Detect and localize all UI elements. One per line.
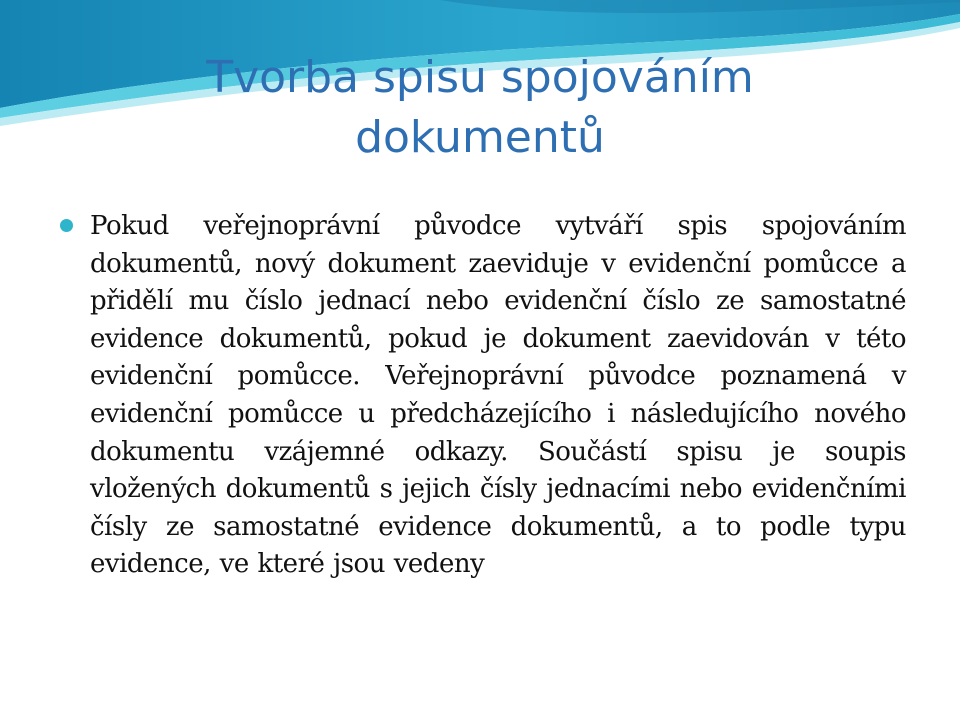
bullet-icon — [60, 219, 73, 232]
bullet-item — [60, 208, 906, 584]
bullet-text: Pokud veřejnoprávní původce vytváří spis spojováním dokumentů, nový dokument zaeviduje v evidenční pomůcce a přidělí mu číslo jednací nebo evidenční číslo ze samostatné evidence dokumentů, pokud je dokument zaevidován v této evidenční pomůcce. Veřejnoprávní původce poznamená v evidenční pomůcce u předcházejícího i následujícího nového dokumentu vzájemné odkazy. Součástí spisu je soupis vložených dokumentů s jejich čísly jednacími nebo evidenčními čísly ze samostatné evidence dokumentů, a to podle typu evidence, ve které jsou vedeny — [90, 211, 906, 580]
slide-title: Tvorba spisu spojováním dokumentů — [206, 52, 754, 163]
slide-content — [60, 208, 906, 584]
